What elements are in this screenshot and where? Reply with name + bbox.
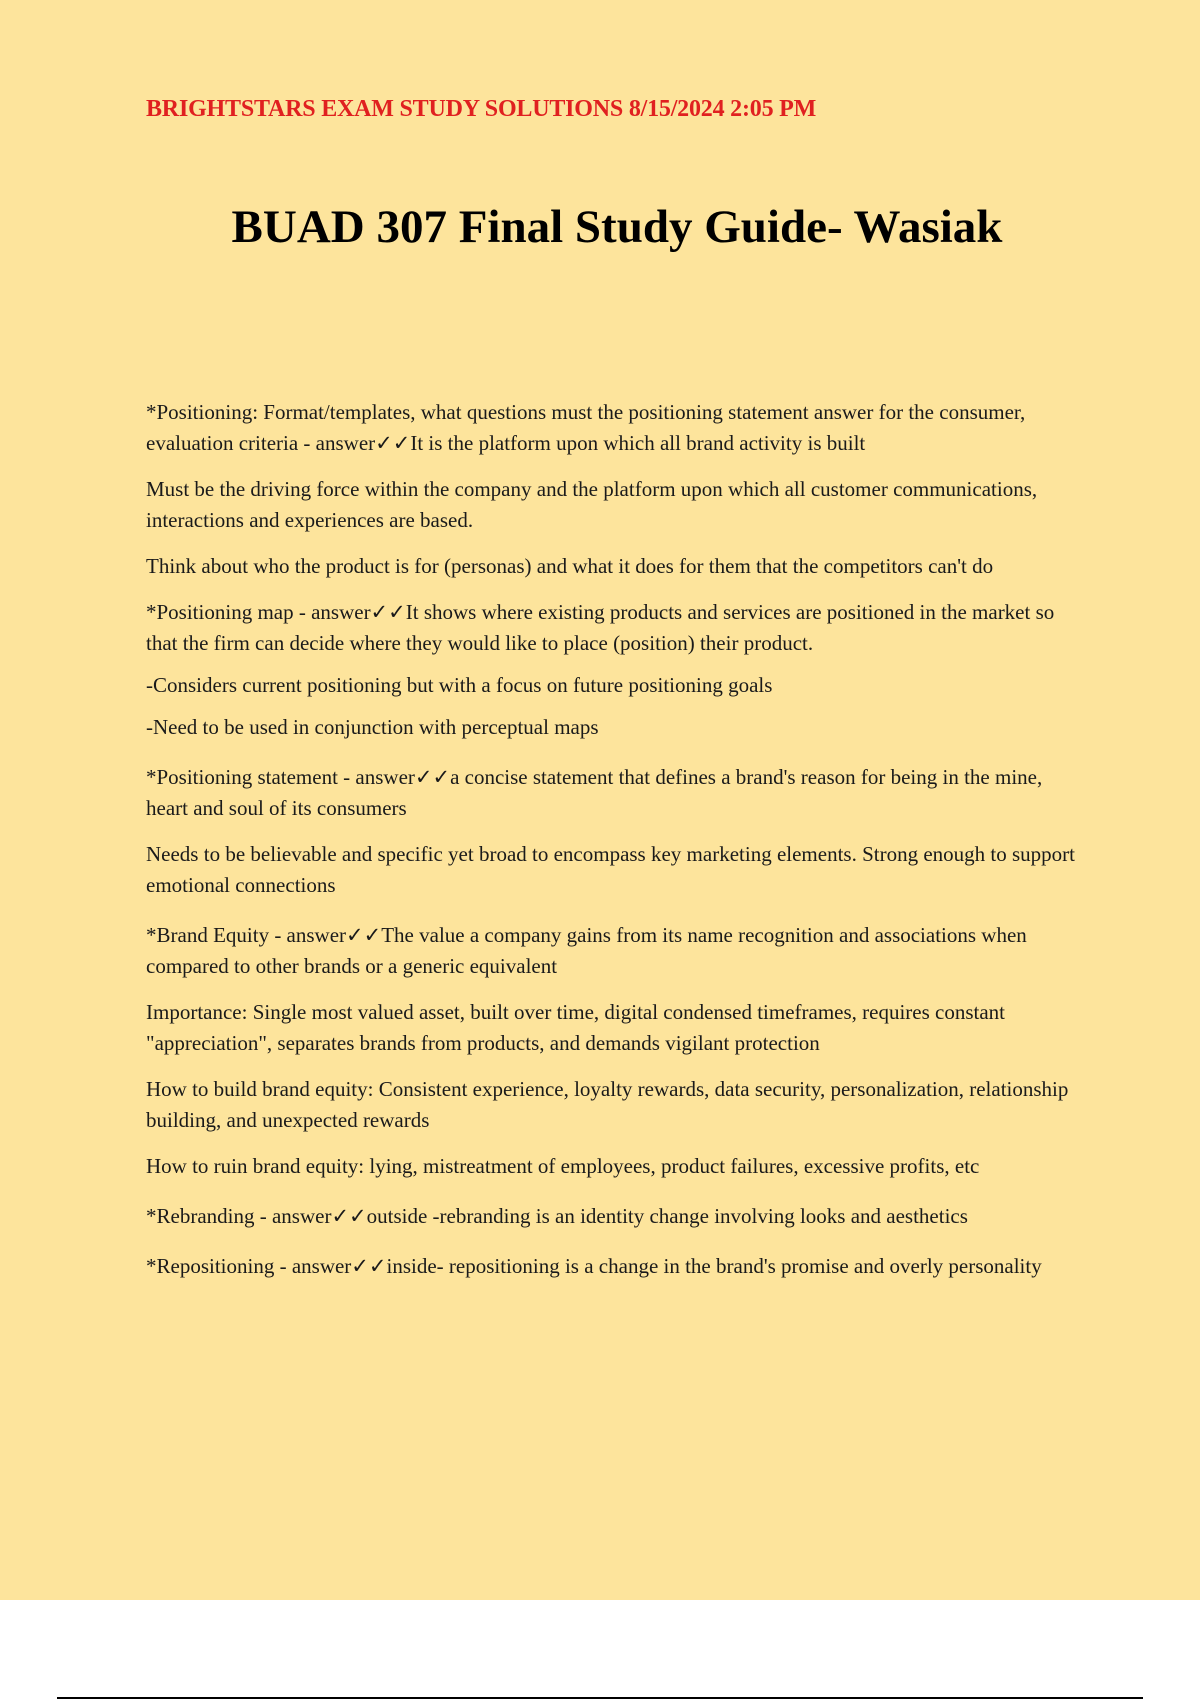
paragraph-importance: Importance: Single most valued asset, built over time, digital condensed timeframes, requires constant "appreciation", separates brands from products, and demands vigilant protection xyxy=(146,1000,1006,1055)
paragraph-driving-force: Must be the driving force within the company and the platform upon which all customer communications, interactions and experiences are based. xyxy=(146,477,1038,532)
paragraph-ruin-equity: How to ruin brand equity: lying, mistreatment of employees, product failures, excessive profits, etc xyxy=(146,1154,980,1178)
paragraph-positioning-statement: *Positioning statement - answer✓✓a concise statement that defines a brand's reason for being in the mine, heart and soul of its consumers xyxy=(146,765,1043,820)
paragraph-believable: Needs to be believable and specific yet broad to encompass key marketing elements. Strong enough to support emotional connections xyxy=(146,842,1075,897)
document-title: BUAD 307 Final Study Guide- Wasiak xyxy=(231,201,1003,253)
paragraph-positioning: *Positioning: Format/templates, what questions must the positioning statement answer for the consumer, evaluation criteria - answer✓✓It is the platform upon which all brand activity is built xyxy=(146,400,1026,455)
paragraph-brand-equity: *Brand Equity - answer✓✓The value a company gains from its name recognition and associations when compared to other brands or a generic equivalent xyxy=(146,923,1027,978)
paragraph-personas: Think about who the product is for (personas) and what it does for them that the competitors can't do xyxy=(146,554,994,578)
paragraph-positioning-map: *Positioning map - answer✓✓It shows where existing products and services are positioned in the market so that the firm can decide where they would like to place (position) their product. xyxy=(146,600,1055,655)
document-body xyxy=(146,397,1086,1297)
header-banner: BRIGHTSTARS EXAM STUDY SOLUTIONS 8/15/2024 2:05 PM xyxy=(146,96,817,122)
paragraph-build-equity: How to build brand equity: Consistent experience, loyalty rewards, data security, personalization, relationship building, and unexpected rewards xyxy=(146,1077,1069,1132)
paragraph-rebranding: *Rebranding - answer✓✓outside -rebranding is an identity change involving looks and aesthetics xyxy=(146,1204,968,1228)
footer-divider xyxy=(57,1697,1143,1699)
paragraph-repositioning: *Repositioning - answer✓✓inside- repositioning is a change in the brand's promise and overly personality xyxy=(146,1254,1042,1278)
paragraph-current-positioning: -Considers current positioning but with a focus on future positioning goals xyxy=(146,673,773,697)
paragraph-perceptual-maps: -Need to be used in conjunction with perceptual maps xyxy=(146,715,599,739)
